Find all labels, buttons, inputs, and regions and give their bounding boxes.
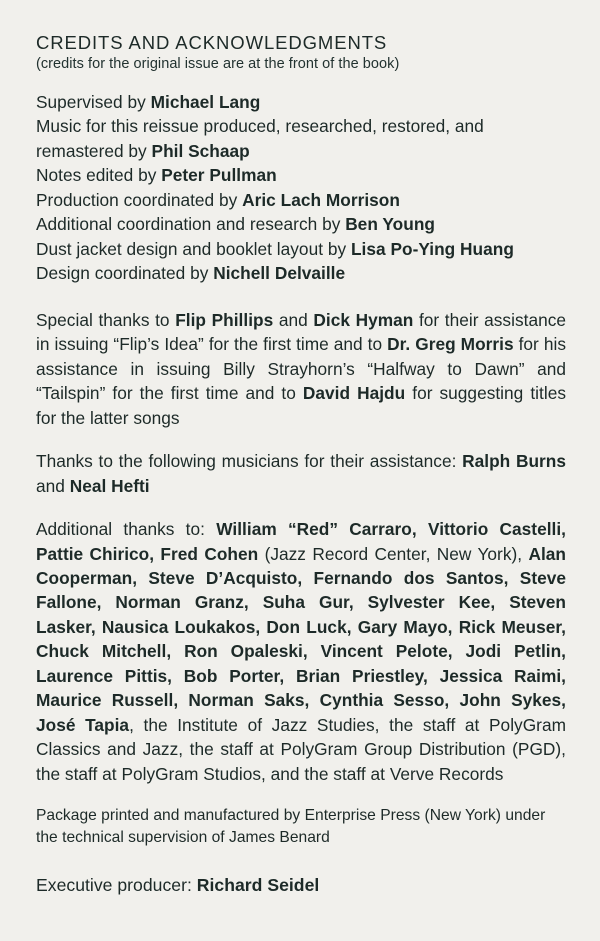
- additional-thanks-names: William “Red” Carraro, Vittorio Castelli, Pattie Chirico, Fred Cohen: [36, 519, 567, 564]
- executive-producer-line: [36, 873, 566, 898]
- credit-name: Lisa Po-Ying Huang: [350, 238, 514, 259]
- credit-role: Production coordinated by: [36, 189, 243, 210]
- additional-thanks-names: Alan Cooperman, Steve D’Acquisto, Fernando dos Santos, Steve Fallone, Norman Granz, Suha Gur, Sylvester Kee, Steven Lasker, Nausica Loukakos, Don Luck, Gary Mayo, Rick Meuser, Chuck Mitchell, Ron Opaleski, Vincent Pelote, Jodi Petlin, Laurence Pittis, Bob Porter, Brian Priestley, Jessica Raimi, Maurice Russell, Norman Saks, Cynthia Sesso, John Sykes, José Tapia: [36, 543, 566, 735]
- special-thanks-text: for suggesting titles for the latter songs: [36, 383, 566, 428]
- special-thanks-name: Dick Hyman: [313, 309, 414, 330]
- credit-name: Aric Lach Morrison: [242, 189, 400, 210]
- executive-producer-name: Richard Seidel: [196, 874, 320, 895]
- musicians-thanks-paragraph: [36, 449, 566, 498]
- page-subtitle: (credits for the original issue are at the front of the book): [36, 56, 400, 72]
- special-thanks-name: Dr. Greg Morris: [387, 334, 514, 355]
- musicians-thanks-text: Thanks to the following musicians for their assistance:: [36, 451, 463, 472]
- credit-role: Supervised by: [36, 92, 151, 112]
- additional-thanks-intro: Additional thanks to:: [36, 519, 217, 540]
- additional-thanks-organizations: , the Institute of Jazz Studies, the staff at PolyGram Classics and Jazz, the staff at PolyGram Group Distribution (PGD), the staff at PolyGram Studios, and the staff at Verve Records: [36, 714, 566, 784]
- credit-line: [36, 212, 566, 236]
- special-thanks-paragraph: [36, 308, 566, 430]
- credit-name: Nichell Delvaille: [213, 263, 346, 284]
- musicians-thanks-text: and: [36, 475, 70, 496]
- special-thanks-text: Special thanks to: [36, 309, 176, 330]
- credit-role: Design coordinated by: [36, 263, 214, 284]
- package-note: Package printed and manufactured by Enterprise Press (New York) under the technical supervision of James Benard: [36, 807, 546, 847]
- credit-line: [36, 188, 566, 212]
- credit-role: Additional coordination and research by: [36, 214, 346, 235]
- credit-line: [36, 90, 566, 114]
- credit-line: [36, 237, 566, 261]
- musician-name: Neal Hefti: [69, 475, 150, 496]
- credit-role: Dust jacket design and booklet layout by: [36, 238, 351, 259]
- special-thanks-name: David Hajdu: [302, 383, 406, 404]
- special-thanks-text: for their assistance in issuing “Flip’s Idea” for the first time and to: [36, 309, 566, 355]
- credit-line: [36, 114, 566, 163]
- credit-name: Ben Young: [345, 214, 435, 235]
- page-title: CREDITS AND ACKNOWLEDGMENTS: [36, 32, 388, 53]
- credit-name: Michael Lang: [150, 92, 261, 112]
- special-thanks-text: and: [273, 309, 314, 330]
- credit-name: Phil Schaap: [151, 140, 250, 161]
- musician-name: Ralph Burns: [462, 451, 566, 472]
- credit-role: Notes edited by: [36, 165, 162, 186]
- credit-line: [36, 163, 566, 187]
- executive-producer-label: Executive producer:: [36, 874, 197, 895]
- credit-role: Music for this reissue produced, researched, restored, and remastered by: [36, 116, 484, 161]
- credits-list: [36, 90, 566, 286]
- special-thanks-name: Flip Phillips: [175, 309, 274, 330]
- credit-line: [36, 261, 566, 285]
- credit-name: Peter Pullman: [161, 165, 277, 186]
- additional-thanks-note: (Jazz Record Center, New York),: [258, 543, 529, 564]
- additional-thanks-paragraph: [36, 517, 566, 786]
- special-thanks-text: for his assistance in issuing Billy Strayhorn’s “Halfway to Dawn” and “Tailspin” for the first time and to: [36, 334, 566, 404]
